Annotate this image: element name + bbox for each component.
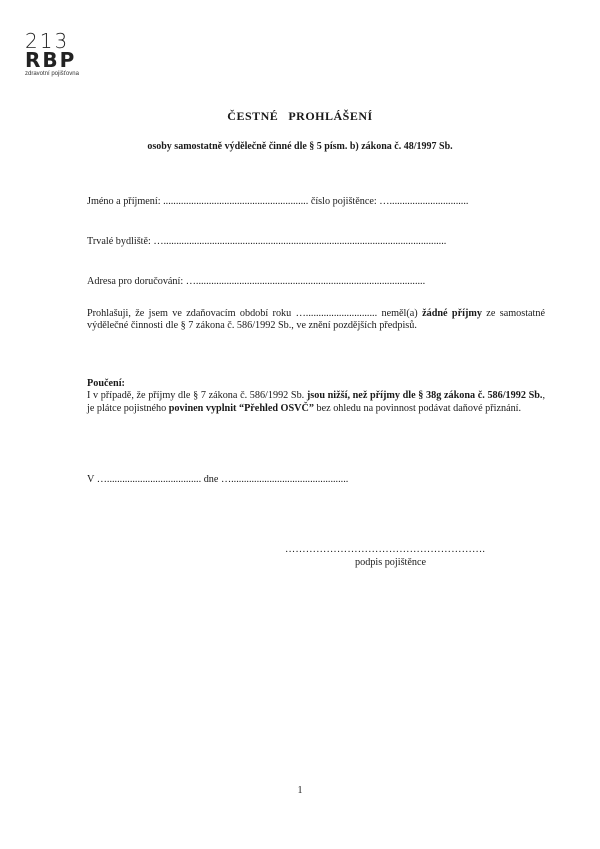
notice-section (87, 378, 545, 415)
logo-letters: RBP (25, 48, 77, 72)
logo-subtitle: zdravotní pojišťovna (25, 71, 79, 77)
document-subtitle: osoby samostatně výdělečně činné dle § 5 písm. b) zákona č. 48/1997 Sb. (147, 141, 453, 152)
notice-text-3: bez ohledu na povinnost podávat daňové přiznání. (313, 402, 522, 414)
notice-text-1: I v případě, že příjmy dle § 7 zákona č. 586/1992 Sb. (87, 390, 307, 402)
title-word-2: PROHLÁŠENÍ (288, 109, 373, 123)
title-word-1: ČESTNÉ (227, 109, 279, 123)
declaration-text-2: ze samostatné výdělečné činnosti dle § 7 zákona č. 586/1992 Sb., ve znění pozdějších předpisů. (87, 308, 545, 332)
logo-number: 213 (25, 29, 70, 53)
delivery-address-field-line: Adresa pro doručování: ….......................................................................................... (87, 276, 426, 287)
signature-label: podpis pojištěnce (355, 557, 427, 568)
company-logo (25, 29, 105, 77)
page-number: 1 (297, 785, 303, 796)
declaration-bold: žádné příjmy (422, 308, 482, 319)
notice-paragraph (87, 390, 545, 415)
notice-bold-1: jsou nižší, než příjmy dle § 38g zákona č. 586/1992 Sb. (306, 390, 543, 402)
notice-heading: Poučení: (87, 378, 125, 389)
signature-line: …………………………………………………. (285, 544, 486, 555)
residence-field-line: Trvalé bydliště: …............................................................................................................... (87, 236, 447, 247)
declaration-paragraph (87, 308, 545, 333)
name-field-line: Jméno a příjmení: ......................................................... číslo pojištěnce: …............................... (87, 196, 469, 207)
notice-text-2: , je plátce pojistného (87, 390, 546, 414)
declaration-text-1: Prohlašuji, že jsem ve zdaňovacím období roku …............................ neměl(a) (87, 308, 423, 319)
document-title (0, 109, 600, 124)
place-date-line: V …..................................... dne ….............................................. (87, 474, 349, 485)
notice-bold-2: povinen vyplnit “Přehled OSVČ” (168, 402, 314, 414)
